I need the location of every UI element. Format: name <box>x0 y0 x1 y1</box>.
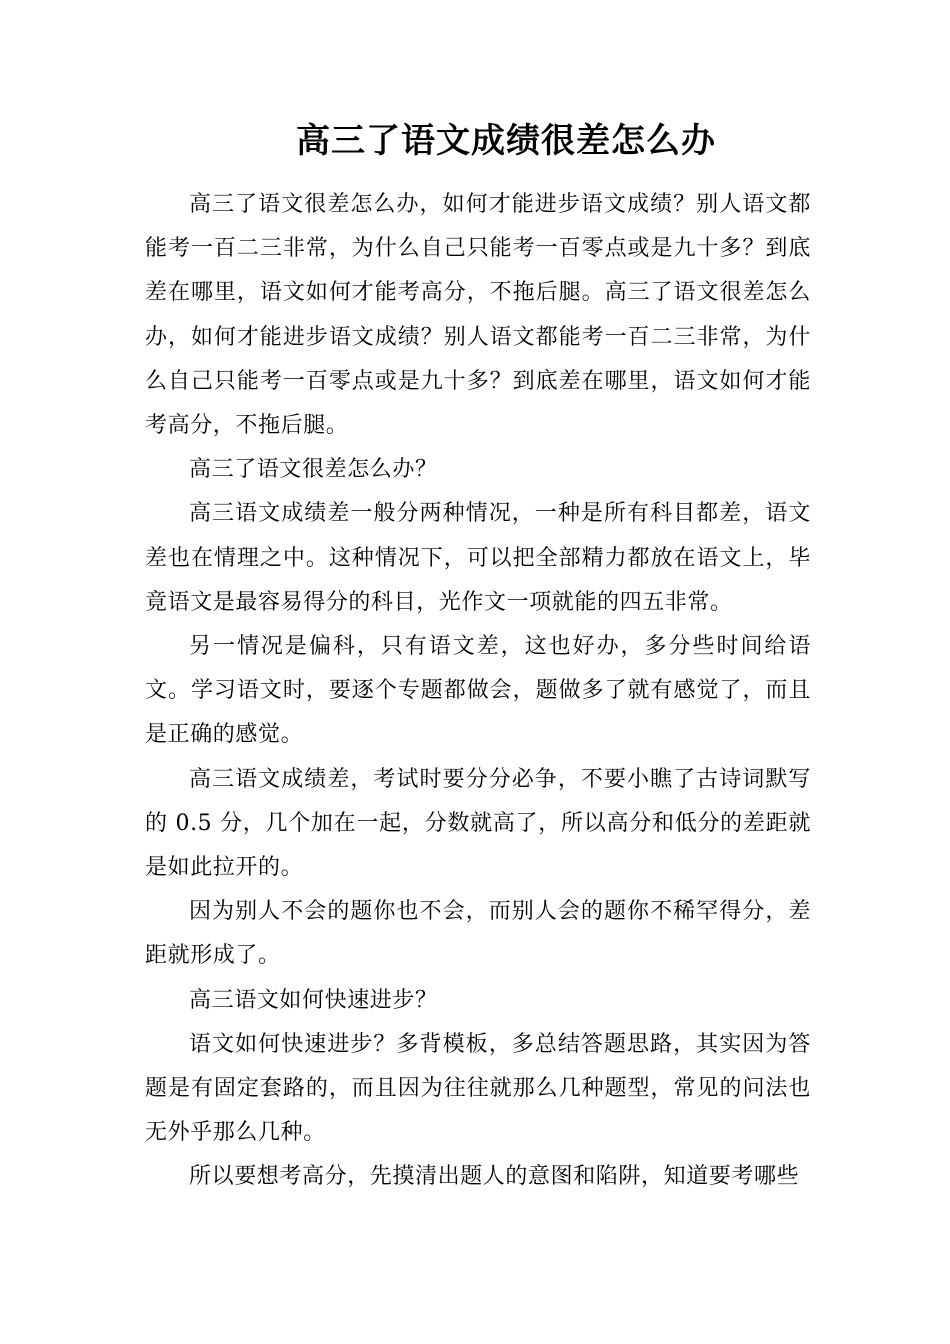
paragraph: 高三语文如何快速进步？ <box>189 987 438 1013</box>
paragraph: 高三语文成绩差一般分两种情况，一种是所有科目都差，语文差也在情理之中。这种情况下，可以把全部精力都放在语文上，毕竟语文是最容易得分的科目，光作文一项就能的四五非常。 <box>145 501 811 615</box>
paragraph: 高三了语文很差怎么办，如何才能进步语文成绩？别人语文都能考一百二三非常，为什么自己只能考一百零点或是九十多？到底差在哪里，语文如何才能考高分，不拖后腿。高三了语文很差怎么办，如何才能进步语文成绩？别人语文都能考一百二三非常，为什么自己只能考一百零点或是九十多？到底差在哪里，语文如何才能考高分，不拖后腿。 <box>145 192 811 439</box>
paragraph: 所以要想考高分，先摸清出题人的意图和陷阱，知道要考哪些 <box>189 1164 800 1190</box>
paragraph: 因为别人不会的题你也不会，而别人会的题你不稀罕得分，差距就形成了。 <box>145 899 811 969</box>
document-title: 高三了语文成绩很差怎么办 <box>296 121 716 161</box>
document-body <box>145 183 811 1200</box>
paragraph: 高三语文成绩差，考试时要分分必争，不要小瞧了古诗词默写的 0.5 分，几个加在一起，分数就高了，所以高分和低分的差距就是如此拉开的。 <box>145 766 811 881</box>
paragraph: 另一情况是偏科，只有语文差，这也好办，多分些时间给语文。学习语文时，要逐个专题都做会，题做多了就有感觉了，而且是正确的感觉。 <box>145 634 811 748</box>
paragraph: 高三了语文很差怎么办？ <box>189 457 438 483</box>
paragraph: 语文如何快速进步？多背模板，多总结答题思路，其实因为答题是有固定套路的，而且因为往往就那么几种题型，常见的问法也无外乎那么几种。 <box>145 1031 811 1146</box>
